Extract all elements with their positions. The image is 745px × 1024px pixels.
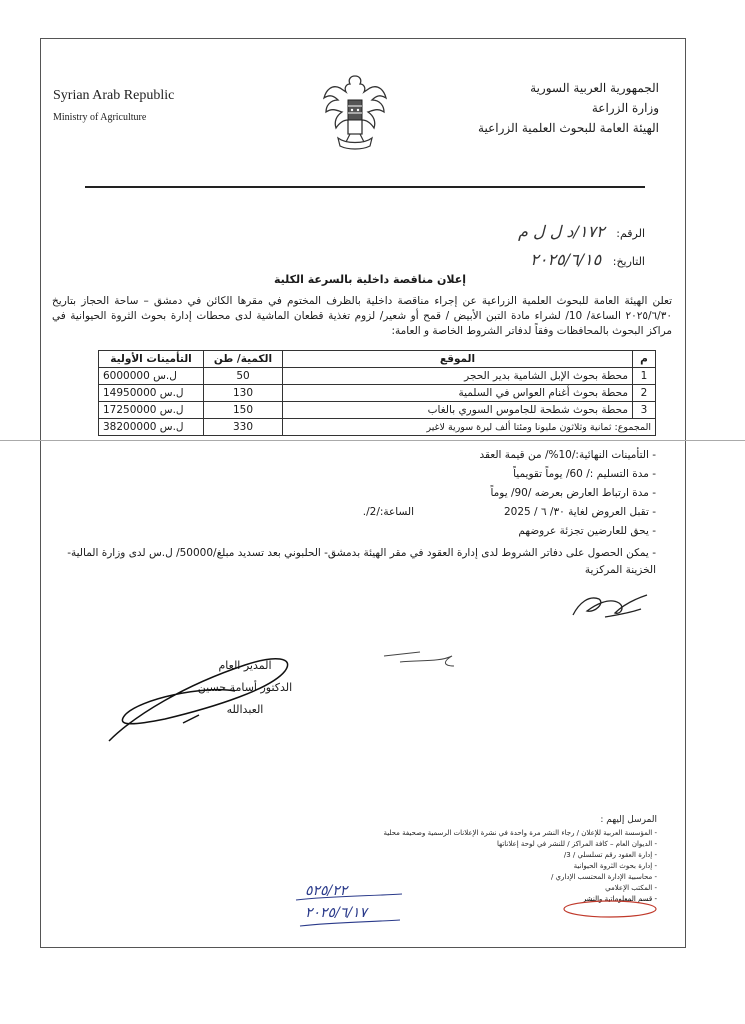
total-insurance: 38200000 ل.س <box>99 419 204 436</box>
reference-date <box>345 250 645 269</box>
country-name-ar: الجمهورية العربية السورية <box>530 81 659 95</box>
conditions-availability: - يمكن الحصول على دفاتر الشروط لدى إدارة العقود في مقر الهيئة بدمشق- الحلبوني بعد تسديد مبلغ/50000/ ل.س لدى وزارة المالية-الخزينة المركزية <box>67 547 656 576</box>
row-number: 2 <box>633 385 656 402</box>
row-location: محطة بحوث الإبل الشامية بدير الحجر <box>283 368 633 385</box>
authority-name-ar: الهيئة العامة للبحوث العلمية الزراعية <box>478 121 659 135</box>
emblem-eagle-icon <box>320 70 390 156</box>
recipient-item: - المكتب الإعلامي <box>605 884 657 892</box>
recipients-header: المرسل إليهم : <box>600 815 657 825</box>
row-quantity: 50 <box>204 368 283 385</box>
column-header: الكمية/ طن <box>204 351 283 368</box>
date-value: ٢٠٢٥/٦/١٥ <box>530 250 602 269</box>
row-location: محطة بحوث شطحة للجاموس السوري بالغاب <box>283 402 633 419</box>
received-date: ٢٠٢٥/٦/١٧ <box>305 905 368 921</box>
term-item: - مدة ارتباط العارض بعرضه /90/ يوماً <box>490 487 656 499</box>
announcement-intro: تعلن الهيئة العامة للبحوث العلمية الزراعية عن إجراء مناقصة داخلية بالظرف المختوم في مقرها الكائن في دمشق – ساحة الحجاز بتاريخ ٢٠٢٥/٦/٣٠ الساعة/ 10/ لشراء مادة التبن الأبيض / قمح أو شعير/ لزوم تغذية قطعان الماشية لدى محطات إدارة بحوث الثروة الحيوانية في مراكز البحوث بالمحافظات وفقاً لدفاتر الشروط الخاصة و العامة: <box>52 295 672 337</box>
table-total-row <box>99 419 656 436</box>
row-quantity: 130 <box>204 385 283 402</box>
table-header-row <box>99 351 656 368</box>
total-label: المجموع: ثمانية وثلاثون مليونا ومئتا ألف ليرة سورية لاغير <box>283 419 656 436</box>
country-name-en: Syrian Arab Republic <box>53 88 175 103</box>
column-header: م <box>633 351 656 368</box>
column-header: التأمينات الأولية <box>99 351 204 368</box>
table-row <box>99 402 656 419</box>
term-item-deadline <box>200 503 656 522</box>
table-row <box>99 368 656 385</box>
column-header: الموقع <box>283 351 633 368</box>
reference-number <box>345 222 645 241</box>
announcement-title: إعلان مناقصة داخلية بالسرعة الكلية <box>273 273 467 286</box>
recipient-item: - إدارة بحوث الثروة الحيوانية <box>573 862 657 870</box>
director-signature <box>95 645 305 745</box>
table-row <box>99 385 656 402</box>
row-number: 1 <box>633 368 656 385</box>
ministry-name-ar: وزارة الزراعة <box>591 101 659 115</box>
recipient-item: - قسم المعلوماتية والنشر <box>582 895 657 903</box>
signatory-title: المدير العام <box>218 659 272 672</box>
row-location: محطة بحوث أغنام العواس في السلمية <box>283 385 633 402</box>
lots-table <box>98 350 656 436</box>
initials-signature <box>565 585 655 625</box>
header-divider <box>85 186 645 188</box>
recipient-item: - إدارة العقود رقم تسلسلي / 3/ <box>563 851 657 859</box>
scribble-mark <box>380 642 470 672</box>
deadline-time: الساعة:/2/. <box>362 506 414 518</box>
term-item: - يحق للعارضين تجزئة عروضهم <box>518 525 656 537</box>
header-arabic <box>399 78 659 138</box>
ministry-name-en: Ministry of Agriculture <box>53 112 147 123</box>
term-item: - التأمينات النهائية:/10%/ من قيمة العقد <box>479 449 656 461</box>
date-label: التاريخ: <box>612 255 645 268</box>
recipient-item: - المؤسسة العربية للإعلان / رجاء النشر مرة واحدة في نشرة الإعلانات الرسمية وصحيفة محلية <box>383 829 657 837</box>
row-insurance: 14950000 ل.س <box>99 385 204 402</box>
total-quantity: 330 <box>204 419 283 436</box>
header-english <box>53 88 174 123</box>
row-number: 3 <box>633 402 656 419</box>
reference-value: ١٧٢/د ل ل م <box>518 222 605 241</box>
row-quantity: 150 <box>204 402 283 419</box>
tender-terms <box>200 446 656 541</box>
received-number: ٥٢٥/٢٢ <box>305 883 348 899</box>
row-insurance: 6000000 ل.س <box>99 368 204 385</box>
row-insurance: 17250000 ل.س <box>99 402 204 419</box>
reference-label: الرقم: <box>616 227 645 240</box>
scan-fold-line <box>0 440 745 441</box>
received-stamp-underline <box>290 872 410 932</box>
recipient-item: - محاسبية الإدارة المحتسب الإداري / <box>550 873 657 881</box>
signatory-name: الدكتور أسامة حسين العبدالله <box>197 681 293 716</box>
deadline-date: - تقبل العروض لغاية ٣٠/ ٦ / 2025 <box>503 506 656 518</box>
red-circle-mark <box>560 898 660 920</box>
term-item: - مدة التسليم :/ 60/ يوماً تقويمياً <box>513 468 656 480</box>
recipient-item: - الديوان العام – كافة المراكز / للنشر في لوحة إعلاناتها <box>496 840 657 848</box>
